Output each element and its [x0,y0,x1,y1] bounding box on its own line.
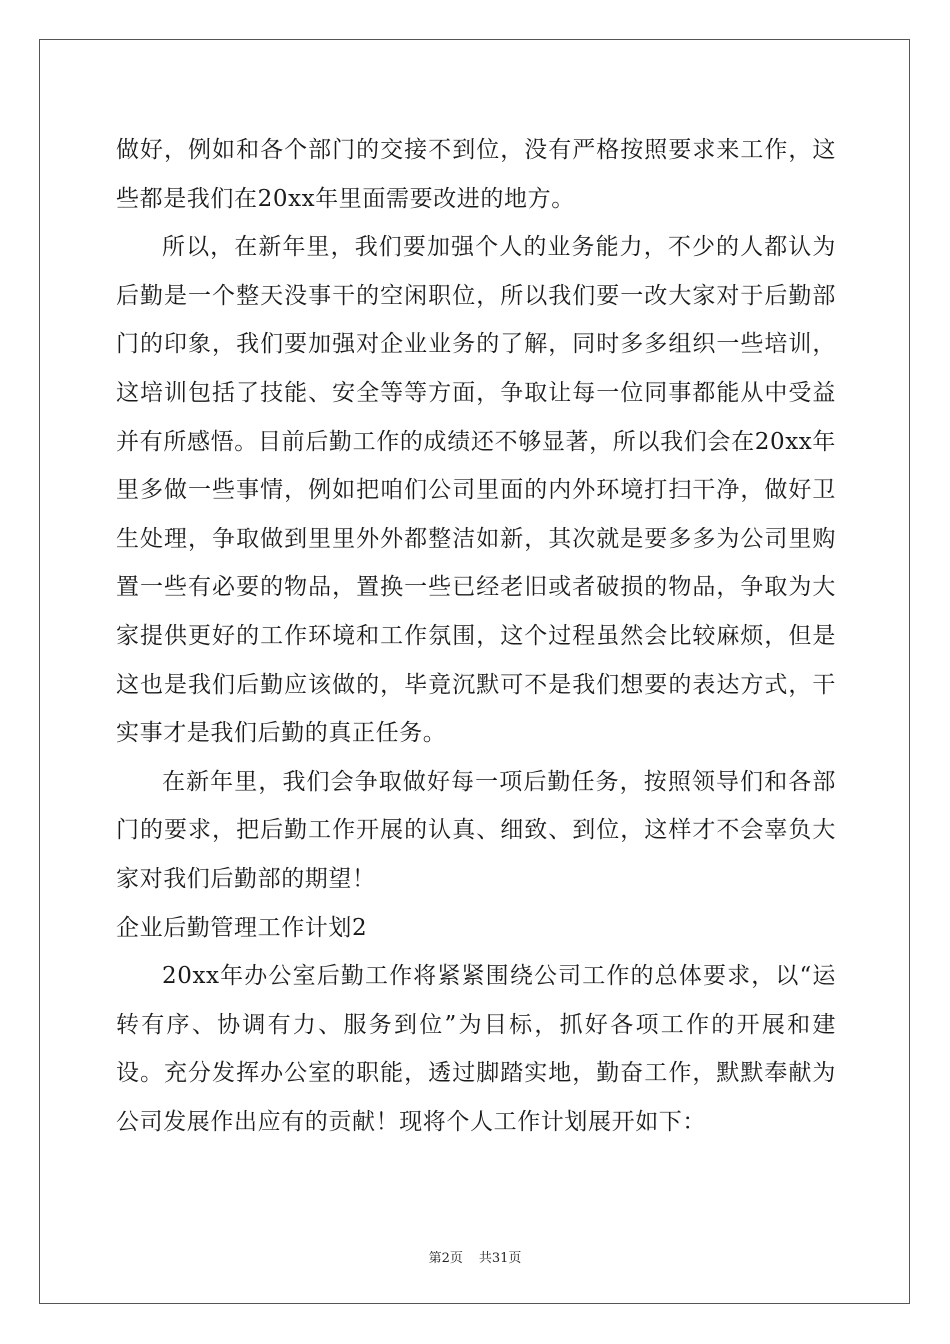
page-total: 共31页 [478,1251,522,1266]
section-heading: 企业后勤管理工作计划2 [116,914,368,941]
document-body [116,126,836,1146]
page-footer [0,1247,950,1266]
paragraph-1: 做好，例如和各个部门的交接不到位，没有严格按照要求来工作，这些都是我们在20xx年里面需要改进的地方。 [116,137,836,212]
paragraph-4: 20xx年办公室后勤工作将紧紧围绕公司工作的总体要求，以“运转有序、协调有力、服务到位”为目标，抓好各项工作的开展和建设。充分发挥办公室的职能，透过脚踏实地，勤奋工作，默默奉献为公司发展作出应有的贡献！现将个人工作计划展开如下： [116,963,836,1135]
paragraph-2: 所以，在新年里，我们要加强个人的业务能力，不少的人都认为后勤是一个整天没事干的空闲职位，所以我们要一改大家对于后勤部门的印象，我们要加强对企业业务的了解，同时多多组织一些培训，这培训包括了技能、安全等等方面，争取让每一位同事都能从中受益并有所感悟。目前后勤工作的成绩还不够显著，所以我们会在20xx年里多做一些事情，例如把咱们公司里面的内外环境打扫干净，做好卫生处理，争取做到里里外外都整洁如新，其次就是要多多为公司里购置一些有必要的物品，置换一些已经老旧或者破损的物品，争取为大家提供更好的工作环境和工作氛围，这个过程虽然会比较麻烦，但是这也是我们后勤应该做的，毕竟沉默可不是我们想要的表达方式，干实事才是我们后勤的真正任务。 [116,234,836,747]
page-number: 第2页 [428,1251,463,1266]
paragraph-3: 在新年里，我们会争取做好每一项后勤任务，按照领导们和各部门的要求，把后勤工作开展的认真、细致、到位，这样才不会辜负大家对我们后勤部的期望！ [116,768,836,892]
